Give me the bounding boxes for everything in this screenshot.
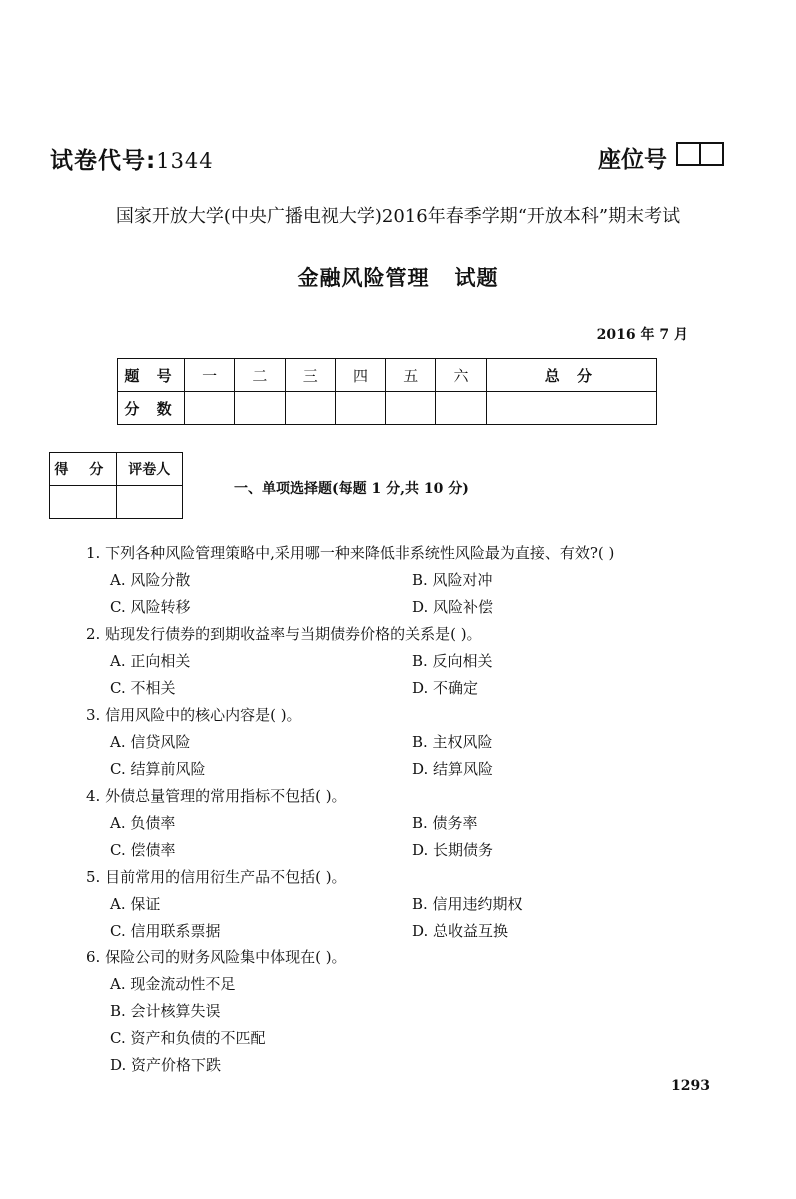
- seat-box: [701, 144, 722, 164]
- score-table-score-row: [118, 392, 657, 425]
- seat-box: [678, 144, 701, 164]
- column-6: 六: [436, 359, 486, 392]
- option-a: A. 保证: [110, 895, 161, 913]
- score-cell: [50, 486, 117, 519]
- option-c: C. 风险转移: [110, 598, 191, 616]
- option-d: D. 风险补偿: [412, 598, 494, 616]
- option-c: C. 结算前风险: [110, 760, 206, 778]
- column-4: 四: [335, 359, 385, 392]
- option-d: D. 总收益互换: [412, 922, 509, 940]
- option-b: B. 会计核算失误: [110, 1002, 221, 1020]
- exam-title: 金融风险管理 试题: [297, 265, 499, 290]
- exam-date: 2016 年 7 月: [596, 327, 688, 343]
- score-table: [117, 358, 657, 425]
- score-cell: [386, 392, 436, 425]
- grader-table: [49, 452, 183, 519]
- exam-name: 国家开放大学(中央广播电视大学)2016年春季学期“开放本科”期末考试: [115, 206, 681, 227]
- exam-code-value: 1344: [156, 149, 214, 173]
- option-c: C. 偿债率: [110, 841, 176, 859]
- option-b: B. 反向相关: [412, 652, 493, 670]
- question-stem: 5. 目前常用的信用衍生产品不包括( )。: [86, 868, 347, 886]
- score-label: 得 分: [50, 453, 117, 486]
- score-cell: [285, 392, 335, 425]
- option-a: A. 现金流动性不足: [110, 975, 236, 993]
- question-number-label: 题 号: [118, 359, 185, 392]
- column-1: 一: [185, 359, 235, 392]
- grader-cell: [116, 486, 182, 519]
- score-cell: [185, 392, 235, 425]
- option-b: B. 主权风险: [412, 733, 493, 751]
- exam-code-label: 试卷代号:: [50, 148, 157, 174]
- exam-code: [50, 142, 214, 175]
- seat-label: 座位号: [598, 147, 667, 173]
- option-a: A. 信贷风险: [110, 733, 191, 751]
- question-stem: 4. 外债总量管理的常用指标不包括( )。: [86, 787, 347, 805]
- option-b: B. 风险对冲: [412, 571, 493, 589]
- column-2: 二: [235, 359, 285, 392]
- seat-number-boxes: [676, 142, 724, 166]
- score-table-header-row: [118, 359, 657, 392]
- page-number: 1293: [671, 1078, 710, 1094]
- option-d: D. 不确定: [412, 679, 479, 697]
- option-d: D. 长期债务: [412, 841, 494, 859]
- option-a: A. 正向相关: [110, 652, 191, 670]
- score-cell: [486, 392, 656, 425]
- option-a: A. 负债率: [110, 814, 176, 832]
- question-stem: 1. 下列各种风险管理策略中,采用哪一种来降低非系统性风险最为直接、有效?( ): [86, 544, 615, 562]
- score-cell: [235, 392, 285, 425]
- option-b: B. 信用违约期权: [412, 895, 523, 913]
- score-cell: [436, 392, 486, 425]
- question-stem: 3. 信用风险中的核心内容是( )。: [86, 706, 302, 724]
- option-d: D. 结算风险: [412, 760, 494, 778]
- column-total: 总 分: [486, 359, 656, 392]
- option-c: C. 不相关: [110, 679, 176, 697]
- question-stem: 6. 保险公司的财务风险集中体现在( )。: [86, 948, 347, 966]
- option-d: D. 资产价格下跌: [110, 1056, 222, 1074]
- option-a: A. 风险分散: [110, 571, 191, 589]
- option-b: B. 债务率: [412, 814, 478, 832]
- option-c: C. 资产和负债的不匹配: [110, 1029, 266, 1047]
- section-title: 一、单项选择题(每题 1 分,共 10 分): [234, 481, 469, 497]
- score-cell: [335, 392, 385, 425]
- grader-label: 评卷人: [116, 453, 182, 486]
- column-5: 五: [386, 359, 436, 392]
- option-c: C. 信用联系票据: [110, 922, 221, 940]
- question-stem: 2. 贴现发行债券的到期收益率与当期债券价格的关系是( )。: [86, 625, 482, 643]
- column-3: 三: [285, 359, 335, 392]
- score-label: 分 数: [118, 392, 185, 425]
